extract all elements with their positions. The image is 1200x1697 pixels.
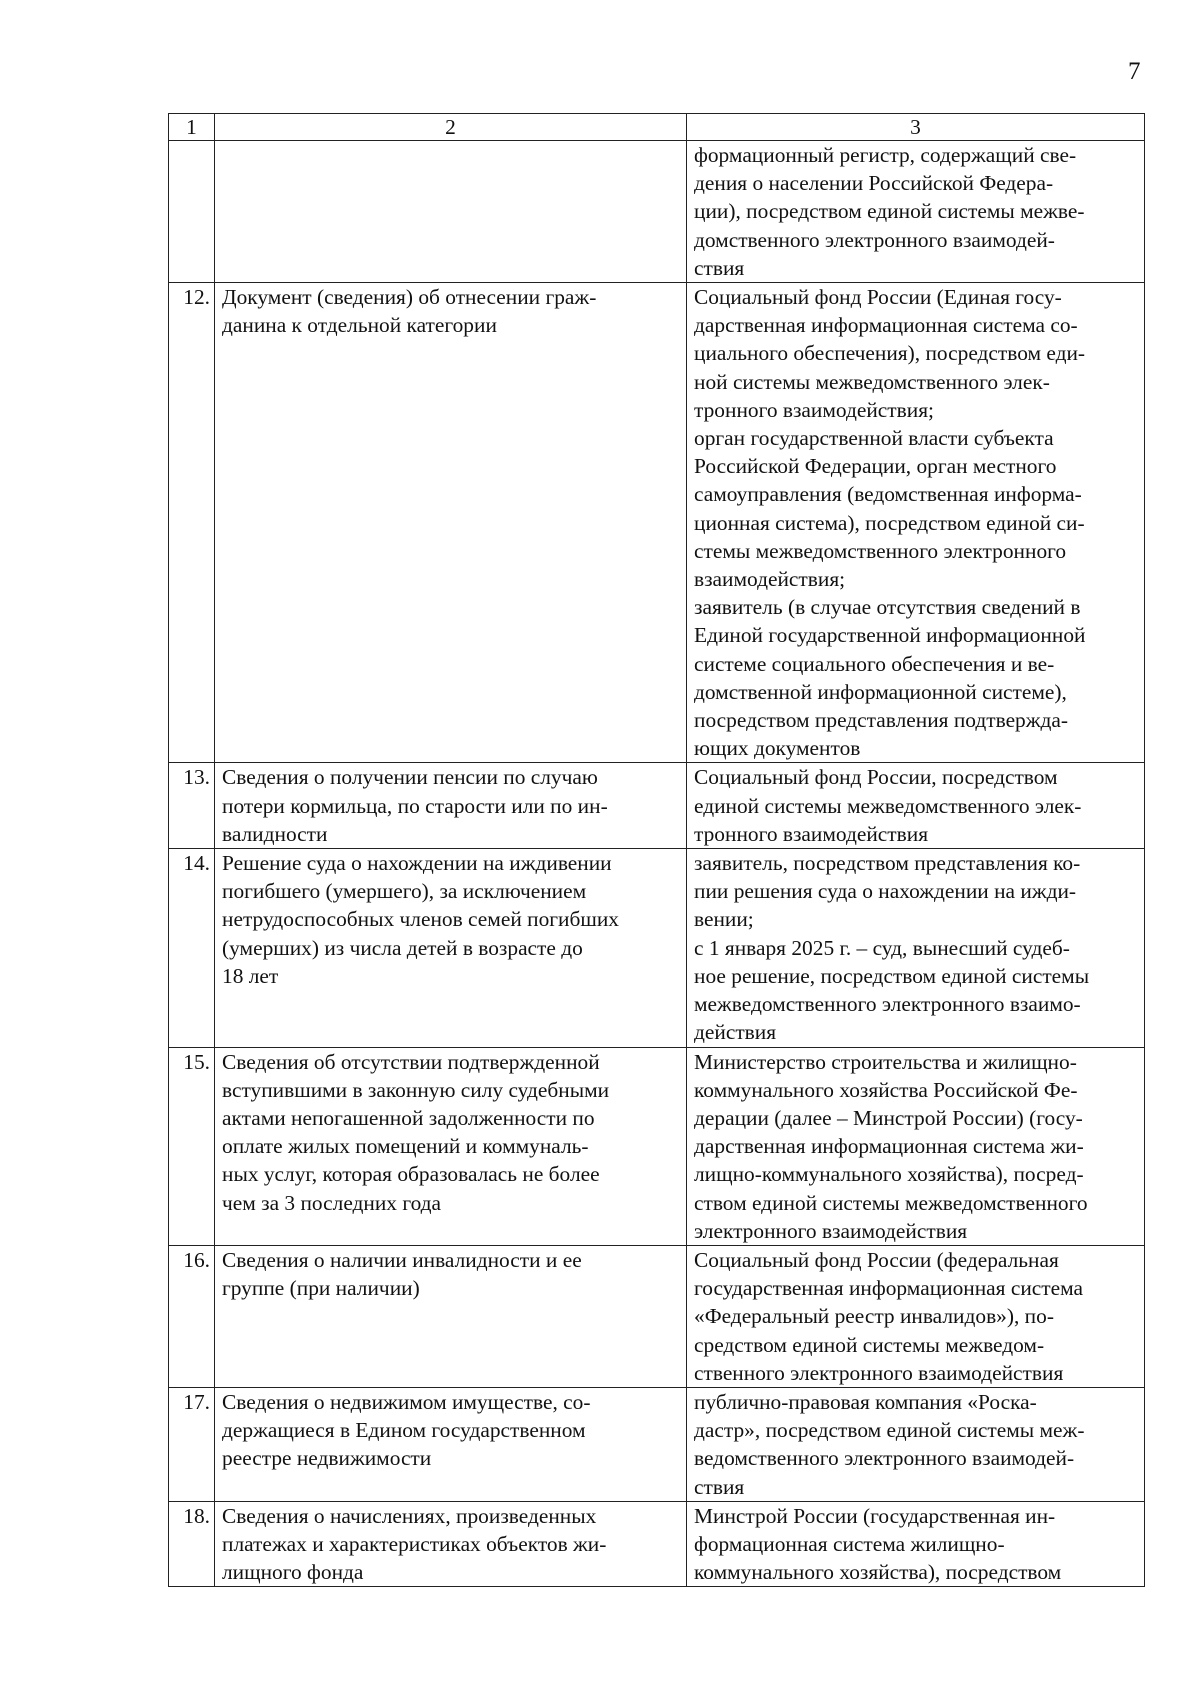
table-row [169, 1387, 1145, 1501]
document-cell: Сведения о начислениях, произведенных платежах и характеристиках объектов жи- лищного фонда [215, 1501, 687, 1587]
document-cell: Сведения о наличии инвалидности и ее группе (при наличии) [215, 1245, 687, 1387]
row-number: 18. [169, 1501, 215, 1587]
document-cell [215, 141, 687, 283]
row-number: 17. [169, 1387, 215, 1501]
source-cell: Минстрой России (государственная ин- формационная система жилищно- коммунального хозяйства), посредством [687, 1501, 1145, 1587]
table-header-row [169, 114, 1145, 141]
document-cell: Сведения об отсутствии подтвержденной вступившими в законную силу судебными актами непогашенной задолженности по оплате жилых помещений и коммуналь- ных услуг, которая образовалась не более чем за 3 последних года [215, 1047, 687, 1245]
document-cell: Решение суда о нахождении на иждивении погибшего (умершего), за исключением нетрудоспособных членов семей погибших (умерших) из числа детей в возрасте до 18 лет [215, 849, 687, 1047]
source-cell: Социальный фонд России (Единая госу- дарственная информационная система со- циального обеспечения), посредством еди- ной системы межведомственного элек- тронного взаимодействия; орган государственной власти субъекта Российской Федерации, орган местного самоуправления (ведомственная информа- ционная система), посредством единой си- стемы межведомственного электронного взаимодействия; заявитель (в случае отсутствия сведений в Единой государственной информационной системе социального обеспечения и ве- домственной информационной системе), посредством представления подтвержда- ющих документов [687, 283, 1145, 763]
row-number [169, 141, 215, 283]
source-cell: формационный регистр, содержащий све- дения о населении Российской Федера- ции), посредством единой системы межве- домственного электронного взаимодей- ствия [687, 141, 1145, 283]
page-number: 7 [1128, 58, 1141, 85]
document-cell: Сведения о недвижимом имуществе, со- держащиеся в Едином государственном реестре недвижимости [215, 1387, 687, 1501]
table-row [169, 1245, 1145, 1387]
table-row [169, 141, 1145, 283]
row-number: 15. [169, 1047, 215, 1245]
document-cell: Сведения о получении пенсии по случаю потери кормильца, по старости или по ин- валидности [215, 763, 687, 849]
row-number: 13. [169, 763, 215, 849]
column-header-2: 2 [215, 114, 687, 141]
row-number: 14. [169, 849, 215, 1047]
table-row [169, 1047, 1145, 1245]
source-cell: заявитель, посредством представления ко- пии решения суда о нахождении на ижди- вении; с 1 января 2025 г. – суд, вынесший судеб- ное решение, посредством единой системы межведомственного электронного взаимо- действия [687, 849, 1145, 1047]
row-number: 16. [169, 1245, 215, 1387]
source-cell: Социальный фонд России, посредством единой системы межведомственного элек- тронного взаимодействия [687, 763, 1145, 849]
table-row [169, 763, 1145, 849]
document-cell: Документ (сведения) об отнесении граж- данина к отдельной категории [215, 283, 687, 763]
row-number: 12. [169, 283, 215, 763]
documents-table [168, 113, 1145, 1587]
source-cell: Министерство строительства и жилищно- коммунального хозяйства Российской Фе- дерации (далее – Минстрой России) (госу- дарственная информационная система жи- лищно-коммунального хозяйства), посред- ством единой системы межведомственного электронного взаимодействия [687, 1047, 1145, 1245]
source-cell: публично-правовая компания «Роска- дастр», посредством единой системы меж- ведомственного электронного взаимодей- ствия [687, 1387, 1145, 1501]
column-header-3: 3 [687, 114, 1145, 141]
table-row [169, 283, 1145, 763]
column-header-1: 1 [169, 114, 215, 141]
table-row [169, 1501, 1145, 1587]
source-cell: Социальный фонд России (федеральная государственная информационная система «Федеральный реестр инвалидов»), по- средством единой системы межведом- ственного электронного взаимодействия [687, 1245, 1145, 1387]
table-row [169, 849, 1145, 1047]
